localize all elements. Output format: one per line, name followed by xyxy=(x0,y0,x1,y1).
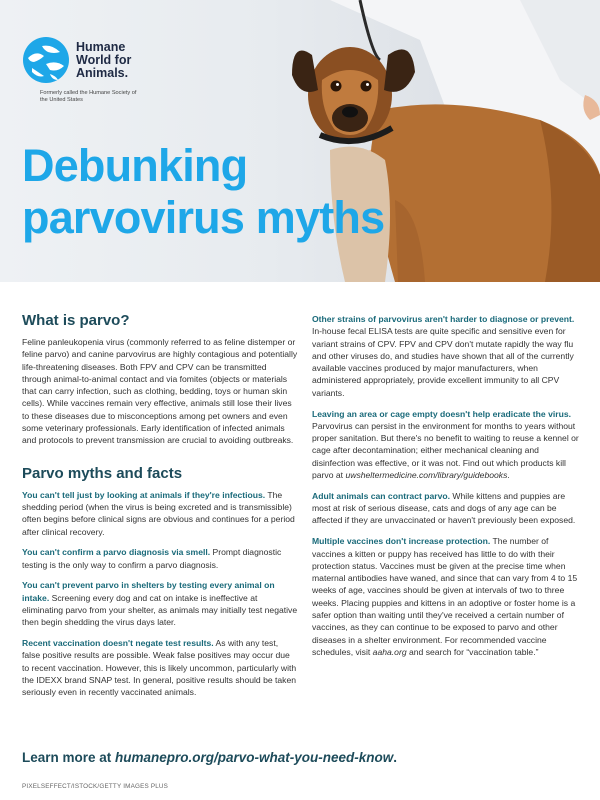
strains-fact xyxy=(312,313,580,399)
empty-cage-end: . xyxy=(507,470,510,481)
intro-body: Feline panleukopenia virus (commonly referred to as feline distemper or feline parvo) and canine parvovirus are highly contagious and potentially life-threatening diseases. Both FPV and CPV can be transmitted through animal-to-animal contact and via fomites (objects or materials that can carry infection, such as clothing, bedding, toys or human skin cells). While vaccines remain very effective, animals still lose their lives to these diseases due to misconceptions among pet owners and even some veterinary professionals. Early identification of infected animals and protocols to prevent transmission are crucial to avoiding outbreaks. xyxy=(22,337,298,446)
globe-animals-logo-icon xyxy=(22,36,70,84)
page-title xyxy=(22,140,384,244)
left-column xyxy=(22,312,298,707)
myth-item xyxy=(22,546,298,571)
empty-cage-fact xyxy=(312,408,580,482)
brand-name xyxy=(76,41,156,80)
myths-heading: Parvo myths and facts xyxy=(22,464,183,482)
myth-text: Prompt diagnostic testing is the only way to confirm a parvo diagnosis. xyxy=(22,547,282,570)
myth-text: Screening every dog and cat on intake is ineffective at eliminating parvo from your shelter, as animals may initially test negative then begin shedding the virus days later. xyxy=(22,592,298,628)
formerly-note: Formerly called the Humane Society of the United States xyxy=(40,90,137,103)
myth-item xyxy=(22,579,298,628)
brand-name-line3: Animals. xyxy=(76,65,129,80)
learn-prefix: Learn more at xyxy=(22,750,116,765)
empty-cage-text: Parvovirus can persist in the environment for months to years without proper sanitation. But there's no benefit to waiting to reuse a kennel or cage after decontamination; either mechanical cleaning and disinfection was effective, or it was not. Find out which products kill parvo at xyxy=(312,420,579,481)
guidebooks-link[interactable]: uwsheltermedicine.com/library/guidebooks xyxy=(345,470,508,481)
hero-banner xyxy=(0,0,600,282)
brand-logo xyxy=(22,36,156,84)
myth-lead: You can't prevent parvo in shelters by testing every animal on intake. xyxy=(22,580,275,603)
learn-more-link[interactable]: humanepro.org/parvo-what-you-need-know xyxy=(115,750,394,765)
empty-cage-lead: Leaving an area or cage empty doesn't help eradicate the virus. xyxy=(312,408,571,419)
adult-text: While kittens and puppies are most at risk of serious disease, cats and dogs of any age can be affected if they are unvaccinated or haven't previously been exposed. xyxy=(312,490,576,526)
myth-text: The shedding period (when the virus is being excreted and is transmissible) often begins before clinical signs are obvious and continues for a period after clinical recovery. xyxy=(22,489,295,537)
photo-credit: PIXELSEFFECT/ISTOCK/GETTY IMAGES PLUS xyxy=(22,783,169,790)
title-line-1: Debunking xyxy=(22,140,248,191)
vaccines-fact xyxy=(312,535,580,658)
adult-fact xyxy=(312,490,580,527)
title-line-2: parvovirus myths xyxy=(22,192,385,243)
myth-lead: You can't tell just by looking at animals if they're infectious. xyxy=(22,489,266,500)
vaccines-text: The number of vaccines a kitten or puppy has received has little to do with their protection status. Vaccines must be given at the precise time when maternal antibodies have waned, and since that can vary from 4 to 15 weeks of age, vaccines should be given at intervals of two to three weeks. Placing puppies and kittens in an adoptive or foster home is a safer option than waiting until they've received a certain number of vaccines, as they can continue to be exposed to parvo and other diseases in a shelter environment. For recommended vaccine schedules, visit xyxy=(312,536,578,657)
myth-item xyxy=(22,637,298,698)
vaccines-lead: Multiple vaccines don't increase protection. xyxy=(312,536,491,547)
myth-lead: You can't confirm a parvo diagnosis via smell. xyxy=(22,547,211,558)
brand-name-line1: Humane xyxy=(76,39,126,54)
myth-text: As with any test, false positive results are possible. Weak false positives may occur due to recent vaccination. However, this is likely uncommon, particularly with the IDEXX brand SNAP test. In general, positive results should be taken seriously even in recently vaccinated animals. xyxy=(22,638,297,698)
right-column xyxy=(312,313,580,667)
myth-item xyxy=(22,489,298,538)
intro-heading: What is parvo? xyxy=(22,312,130,329)
adult-lead: Adult animals can contract parvo. xyxy=(312,490,451,501)
learn-more xyxy=(22,750,397,765)
aaha-link[interactable]: aaha.org xyxy=(372,646,407,657)
strains-text: In-house fecal ELISA tests are quite specific and sensitive even for variant strains of CPV. FPV and CPV don't mutate rapidly the way flu and other viruses do, and studies have shown that all of the currently available vaccines produced by major manufacturers, when administered appropriately, provide excellent immunity to all CPV variants. xyxy=(312,326,574,398)
learn-end: . xyxy=(393,750,398,765)
vaccines-end: and search for “vaccination table.” xyxy=(406,646,539,657)
brand-name-line2: World for xyxy=(76,52,132,67)
strains-lead: Other strains of parvovirus aren't harder to diagnose or prevent. xyxy=(312,314,575,324)
myth-lead: Recent vaccination doesn't negate test results. xyxy=(22,638,214,649)
